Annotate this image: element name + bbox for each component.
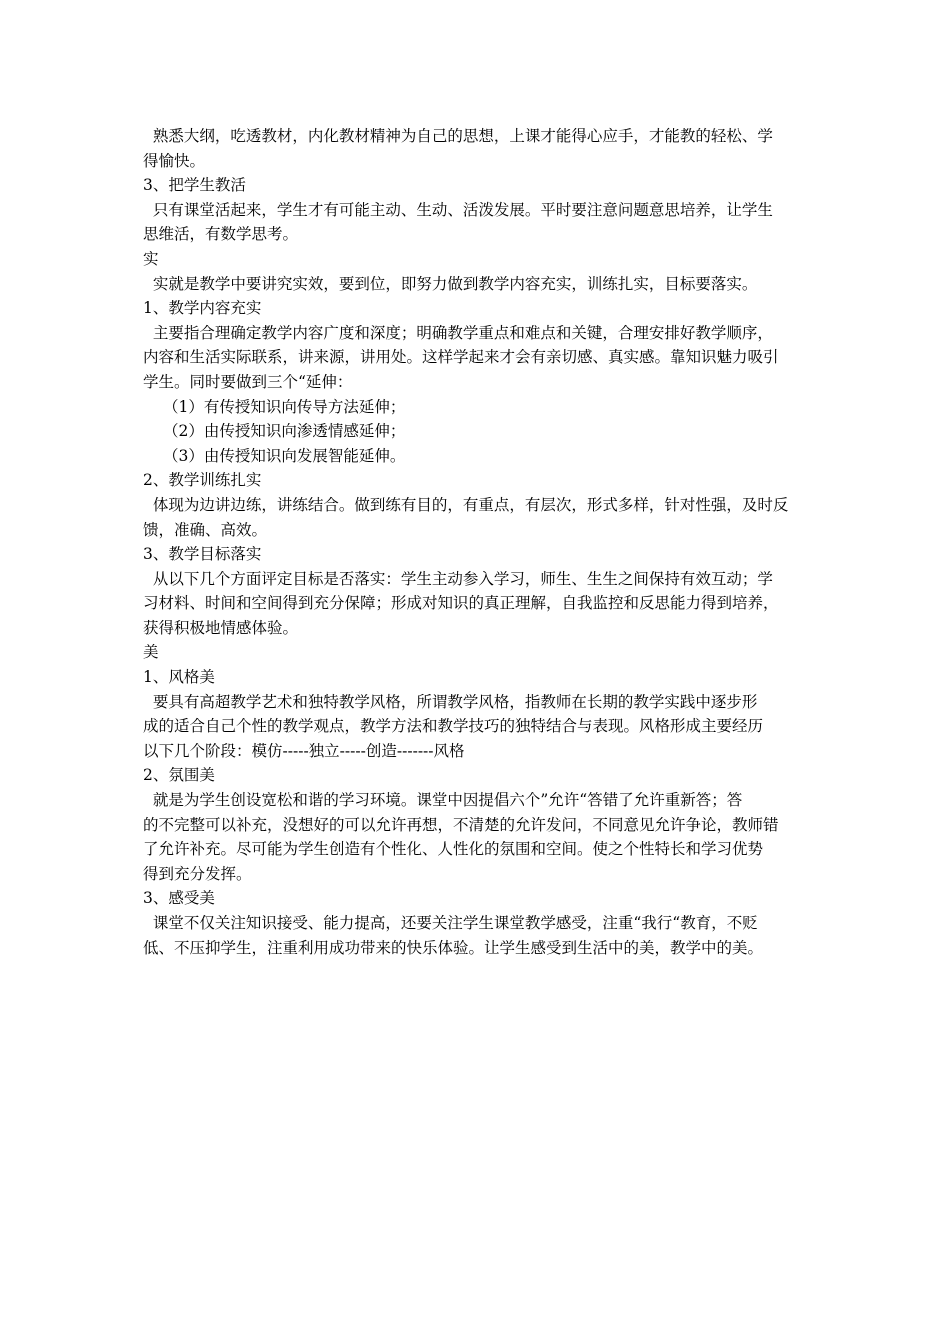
- text-line: 了允许补充。尽可能为学生创造有个性化、人性化的氛围和空间。使之个性特长和学习优势: [143, 840, 764, 859]
- text-line: （2）由传授知识向渗透情感延伸；: [163, 422, 406, 441]
- text-line: 思维活，有数学思考。: [143, 225, 299, 244]
- text-line: 的不完整可以补充，没想好的可以允许再想，不清楚的允许发问，不同意见允许争论，教师错: [143, 815, 779, 834]
- text-line: 1、风格美: [143, 668, 215, 687]
- text-line: 美: [143, 643, 159, 662]
- text-line: 以下几个阶段：模仿-----独立-----创造-------风格: [143, 741, 465, 760]
- text-line: 3、感受美: [143, 889, 215, 908]
- text-line: 得到充分发挥。: [143, 864, 252, 883]
- text-line: 习材料、时间和空间得到充分保障；形成对知识的真正理解，自我监控和反思能力得到培养，: [143, 594, 779, 613]
- text-line: 3、教学目标落实: [143, 545, 262, 564]
- text-line: 1、教学内容充实: [143, 299, 262, 318]
- text-line: 只有课堂活起来，学生才有可能主动、生动、活泼发展。平时要注意问题意思培养，让学生: [143, 200, 773, 219]
- text-line: 体现为边讲边练，讲练结合。做到练有目的，有重点，有层次，形式多样，针对性强，及时反: [143, 495, 789, 514]
- text-line: 馈，准确、高效。: [143, 520, 268, 539]
- text-line: 主要指合理确定教学内容广度和深度；明确教学重点和难点和关键，合理安排好教学顺序，: [143, 323, 773, 342]
- text-line: 实就是教学中要讲究实效，要到位，即努力做到教学内容充实，训练扎实，目标要落实。: [143, 274, 758, 293]
- text-line: 2、氛围美: [143, 766, 215, 785]
- text-line: 实: [143, 249, 159, 268]
- text-line: 学生。同时要做到三个“延伸：: [143, 372, 353, 391]
- text-line: 3、把学生教活: [143, 176, 246, 195]
- text-line: 成的适合自己个性的教学观点，教学方法和教学技巧的独特结合与表现。风格形成主要经历: [143, 717, 764, 736]
- text-line: （3）由传授知识向发展智能延伸。: [163, 446, 406, 465]
- text-line: 就是为学生创设宽松和谐的学习环境。课堂中因提倡六个”允许“答错了允许重新答；答: [143, 791, 743, 810]
- text-line: 得愉快。: [143, 151, 206, 170]
- text-line: 获得积极地情感体验。: [143, 618, 299, 637]
- text-line: 从以下几个方面评定目标是否落实：学生主动参入学习，师生、生生之间保持有效互动；学: [143, 569, 773, 588]
- text-line: （1）有传授知识向传导方法延伸；: [163, 397, 406, 416]
- text-line: 低、不压抑学生，注重利用成功带来的快乐体验。让学生感受到生活中的美，教学中的美。: [143, 938, 764, 957]
- text-line: 2、教学训练扎实: [143, 471, 262, 490]
- text-line: 熟悉大纲，吃透教材，内化教材精神为自己的思想，上课才能得心应手，才能教的轻松、学: [143, 127, 773, 145]
- text-line: 内容和生活实际联系，讲来源，讲用处。这样学起来才会有亲切感、真实感。靠知识魅力吸引: [143, 348, 779, 367]
- document-body: [143, 124, 811, 960]
- text-line: 要具有高超教学艺术和独特教学风格，所谓教学风格，指教师在长期的教学实践中逐步形: [143, 692, 758, 711]
- text-line: 课堂不仅关注知识接受、能力提高，还要关注学生课堂教学感受，注重“我行“教育，不贬: [143, 914, 758, 932]
